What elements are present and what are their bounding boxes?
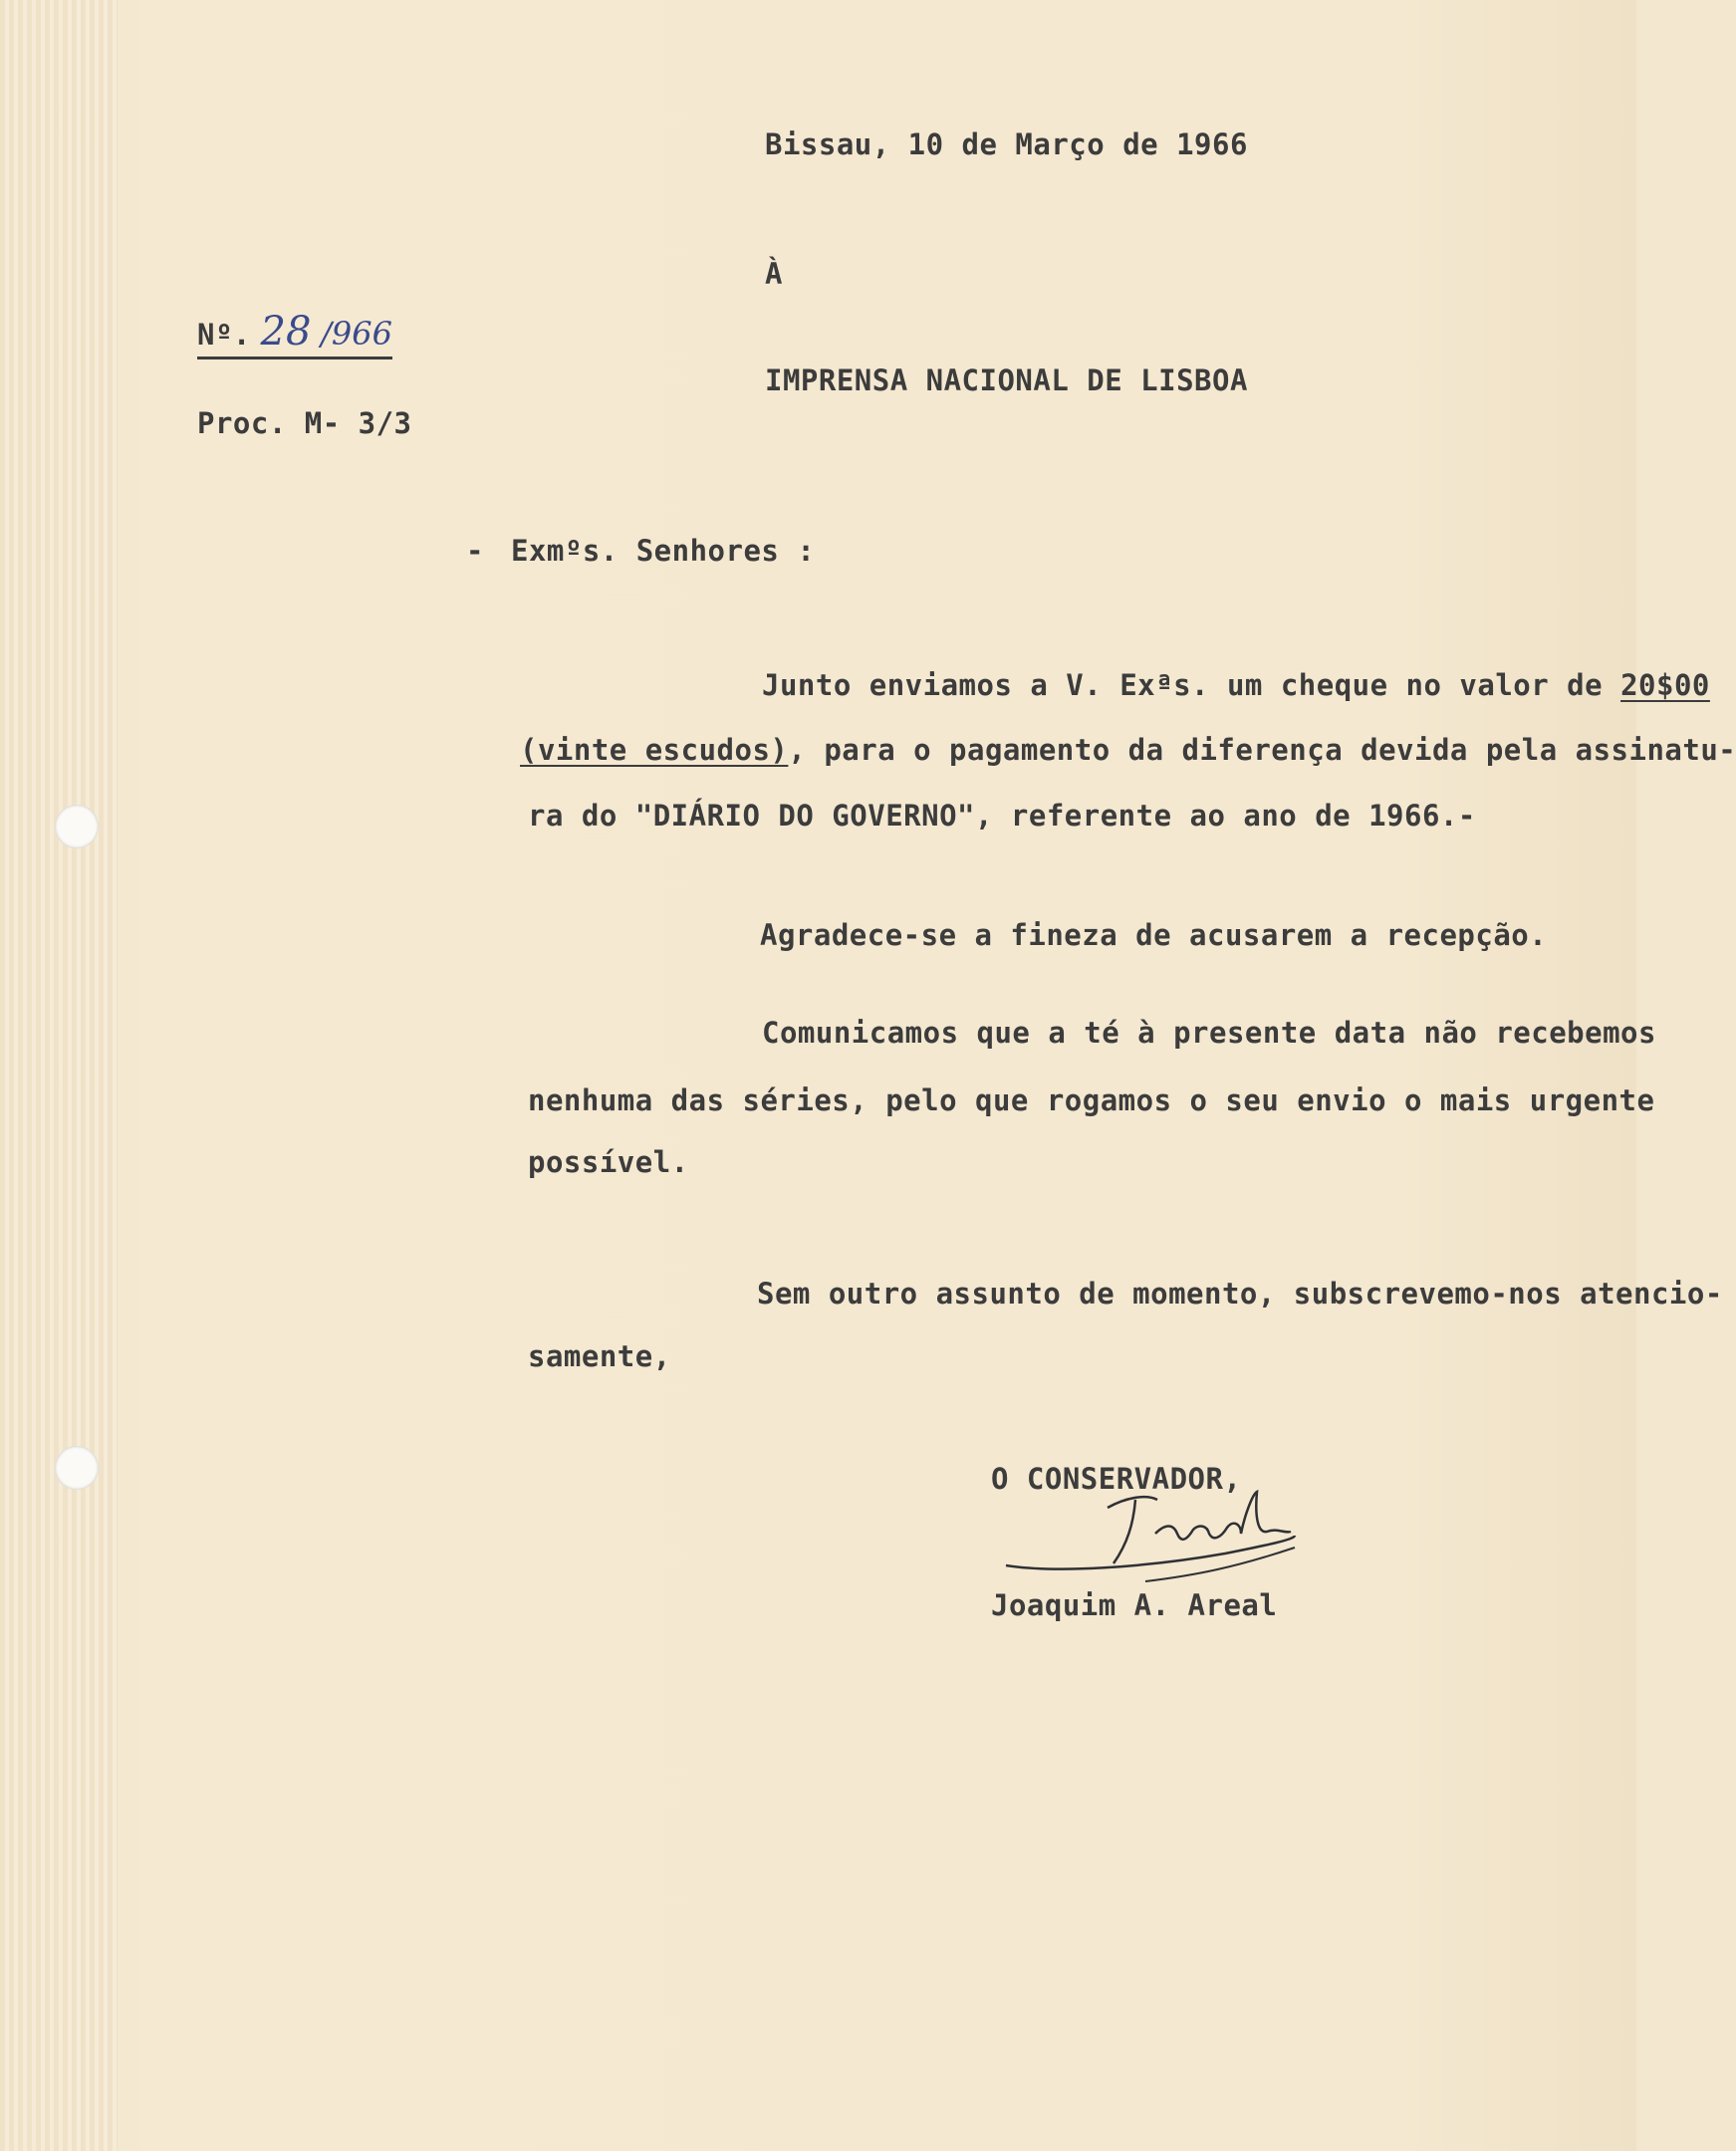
ref-number-suffix: /966 (321, 315, 392, 353)
reference-number (197, 309, 392, 359)
paragraph3-line3: possível. (528, 1145, 689, 1179)
place-date: Bissau, 10 de Março de 1966 (765, 127, 1248, 161)
signatory-name: Joaquim A. Areal (991, 1588, 1278, 1622)
salutation-dash: - (466, 534, 484, 568)
recipient-prefix: À (765, 257, 783, 291)
handwritten-signature (996, 1484, 1315, 1593)
process-number: Proc. M- 3/3 (197, 406, 412, 440)
ref-number-prefix: Nº. (197, 318, 251, 352)
paragraph1-line2 (520, 733, 1736, 767)
paragraph1-line3: ra do "DIÁRIO DO GOVERNO", referente ao ano de 1966.- (528, 799, 1476, 833)
paragraph1-line1 (762, 668, 1710, 702)
amount-figure: 20$00 (1620, 668, 1710, 702)
paragraph4-line1: Sem outro assunto de momento, subscrevemo-nos atencio- (757, 1277, 1723, 1311)
paragraph4-line2: samente, (528, 1339, 671, 1373)
paragraph1-line2-rest: , para o pagamento da diferença devida pela assinatu- (788, 733, 1736, 767)
amount-words: (vinte escudos) (520, 733, 789, 767)
paragraph1-text: Junto enviamos a V. Exªs. um cheque no valor de (762, 668, 1604, 702)
paragraph3-line1: Comunicamos que a té à presente data não recebemos (762, 1016, 1656, 1050)
paragraph3-line2: nenhuma das séries, pelo que rogamos o seu envio o mais urgente (528, 1083, 1655, 1117)
ref-number-handwritten: 28 (260, 309, 312, 355)
punch-hole-bottom (55, 1446, 99, 1490)
punch-hole-top (55, 805, 99, 848)
signature-title: O CONSERVADOR, (991, 1462, 1242, 1496)
recipient: IMPRENSA NACIONAL DE LISBOA (765, 363, 1248, 397)
paper-edge (0, 0, 118, 2151)
paragraph2: Agradece-se a fineza de acusarem a recepção. (760, 918, 1548, 952)
salutation: Exmºs. Senhores : (511, 534, 816, 568)
